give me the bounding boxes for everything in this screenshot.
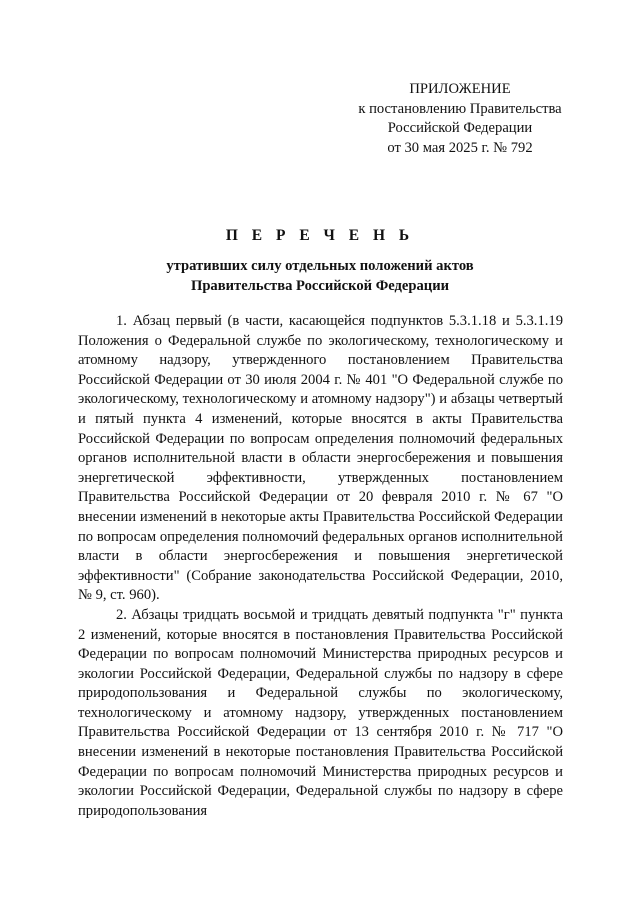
appendix-label: ПРИЛОЖЕНИЕ: [409, 81, 511, 97]
appendix-reference-line: Российской Федерации: [387, 120, 533, 136]
list-item-paragraph: 2. Абзацы тридцать восьмой и тридцать девятый подпункта "г" пункта 2 изменений, которые вносятся в постановления Правительства Российской Федерации по вопросам полномочий Министерства природных ресурсов и экологии Российской Федерации, Федеральной службы по надзору в сфере природопользования и Федеральной службы по экологическому, технологическому и атомному надзору, утвержденных постановлением Правительства Российской Федерации от 13 сентября 2010 г. № 717 "О внесении изменений в некоторые постановления Правительства Российской Федерации по вопросам полномочий Министерства природных ресурсов и экологии Российской Федерации, Федеральной службы по надзору в сфере природопользования: [78, 606, 563, 819]
appendix-block: [355, 80, 565, 158]
subtitle-line: Правительства Российской Федерации: [190, 277, 450, 294]
title-block: [0, 226, 640, 296]
document-subtitle: [0, 257, 640, 296]
document-body: [78, 312, 563, 821]
appendix-date-line: от 30 мая 2025 г. № 792: [387, 139, 533, 156]
subtitle-line: утративших силу отдельных положений актов: [166, 258, 474, 274]
list-item-paragraph: 1. Абзац первый (в части, касающейся подпунктов 5.3.1.18 и 5.3.1.19 Положения о Федеральной службе по экологическому, технологическому и атомному надзору, утвержденного постановлением Правительства Российской Федерации от 30 июля 2004 г. № 401 "О Федеральной службе по экологическому, технологическому и атомному надзору") и абзацы четвертый и пятый пункта 4 изменений, которые вносятся в акты Правительства Российской Федерации по вопросам определения полномочий федеральных органов исполнительной власти в области энергосбережения и повышения энергетической эффективности, утвержденных постановлением Правительства Российской Федерации от 20 февраля 2010 г. № 67 "О внесении изменений в некоторые акты Правительства Российской Федерации по вопросам определения полномочий федеральных органов исполнительной власти в области энергосбережения и повышения энергетической эффективности" (Собрание законодательства Российской Федерации, 2010, № 9, ст. 960).: [78, 313, 563, 604]
appendix-reference-line: к постановлению Правительства: [358, 100, 562, 117]
document-title: П Е Р Е Ч Е Н Ь: [225, 227, 415, 244]
